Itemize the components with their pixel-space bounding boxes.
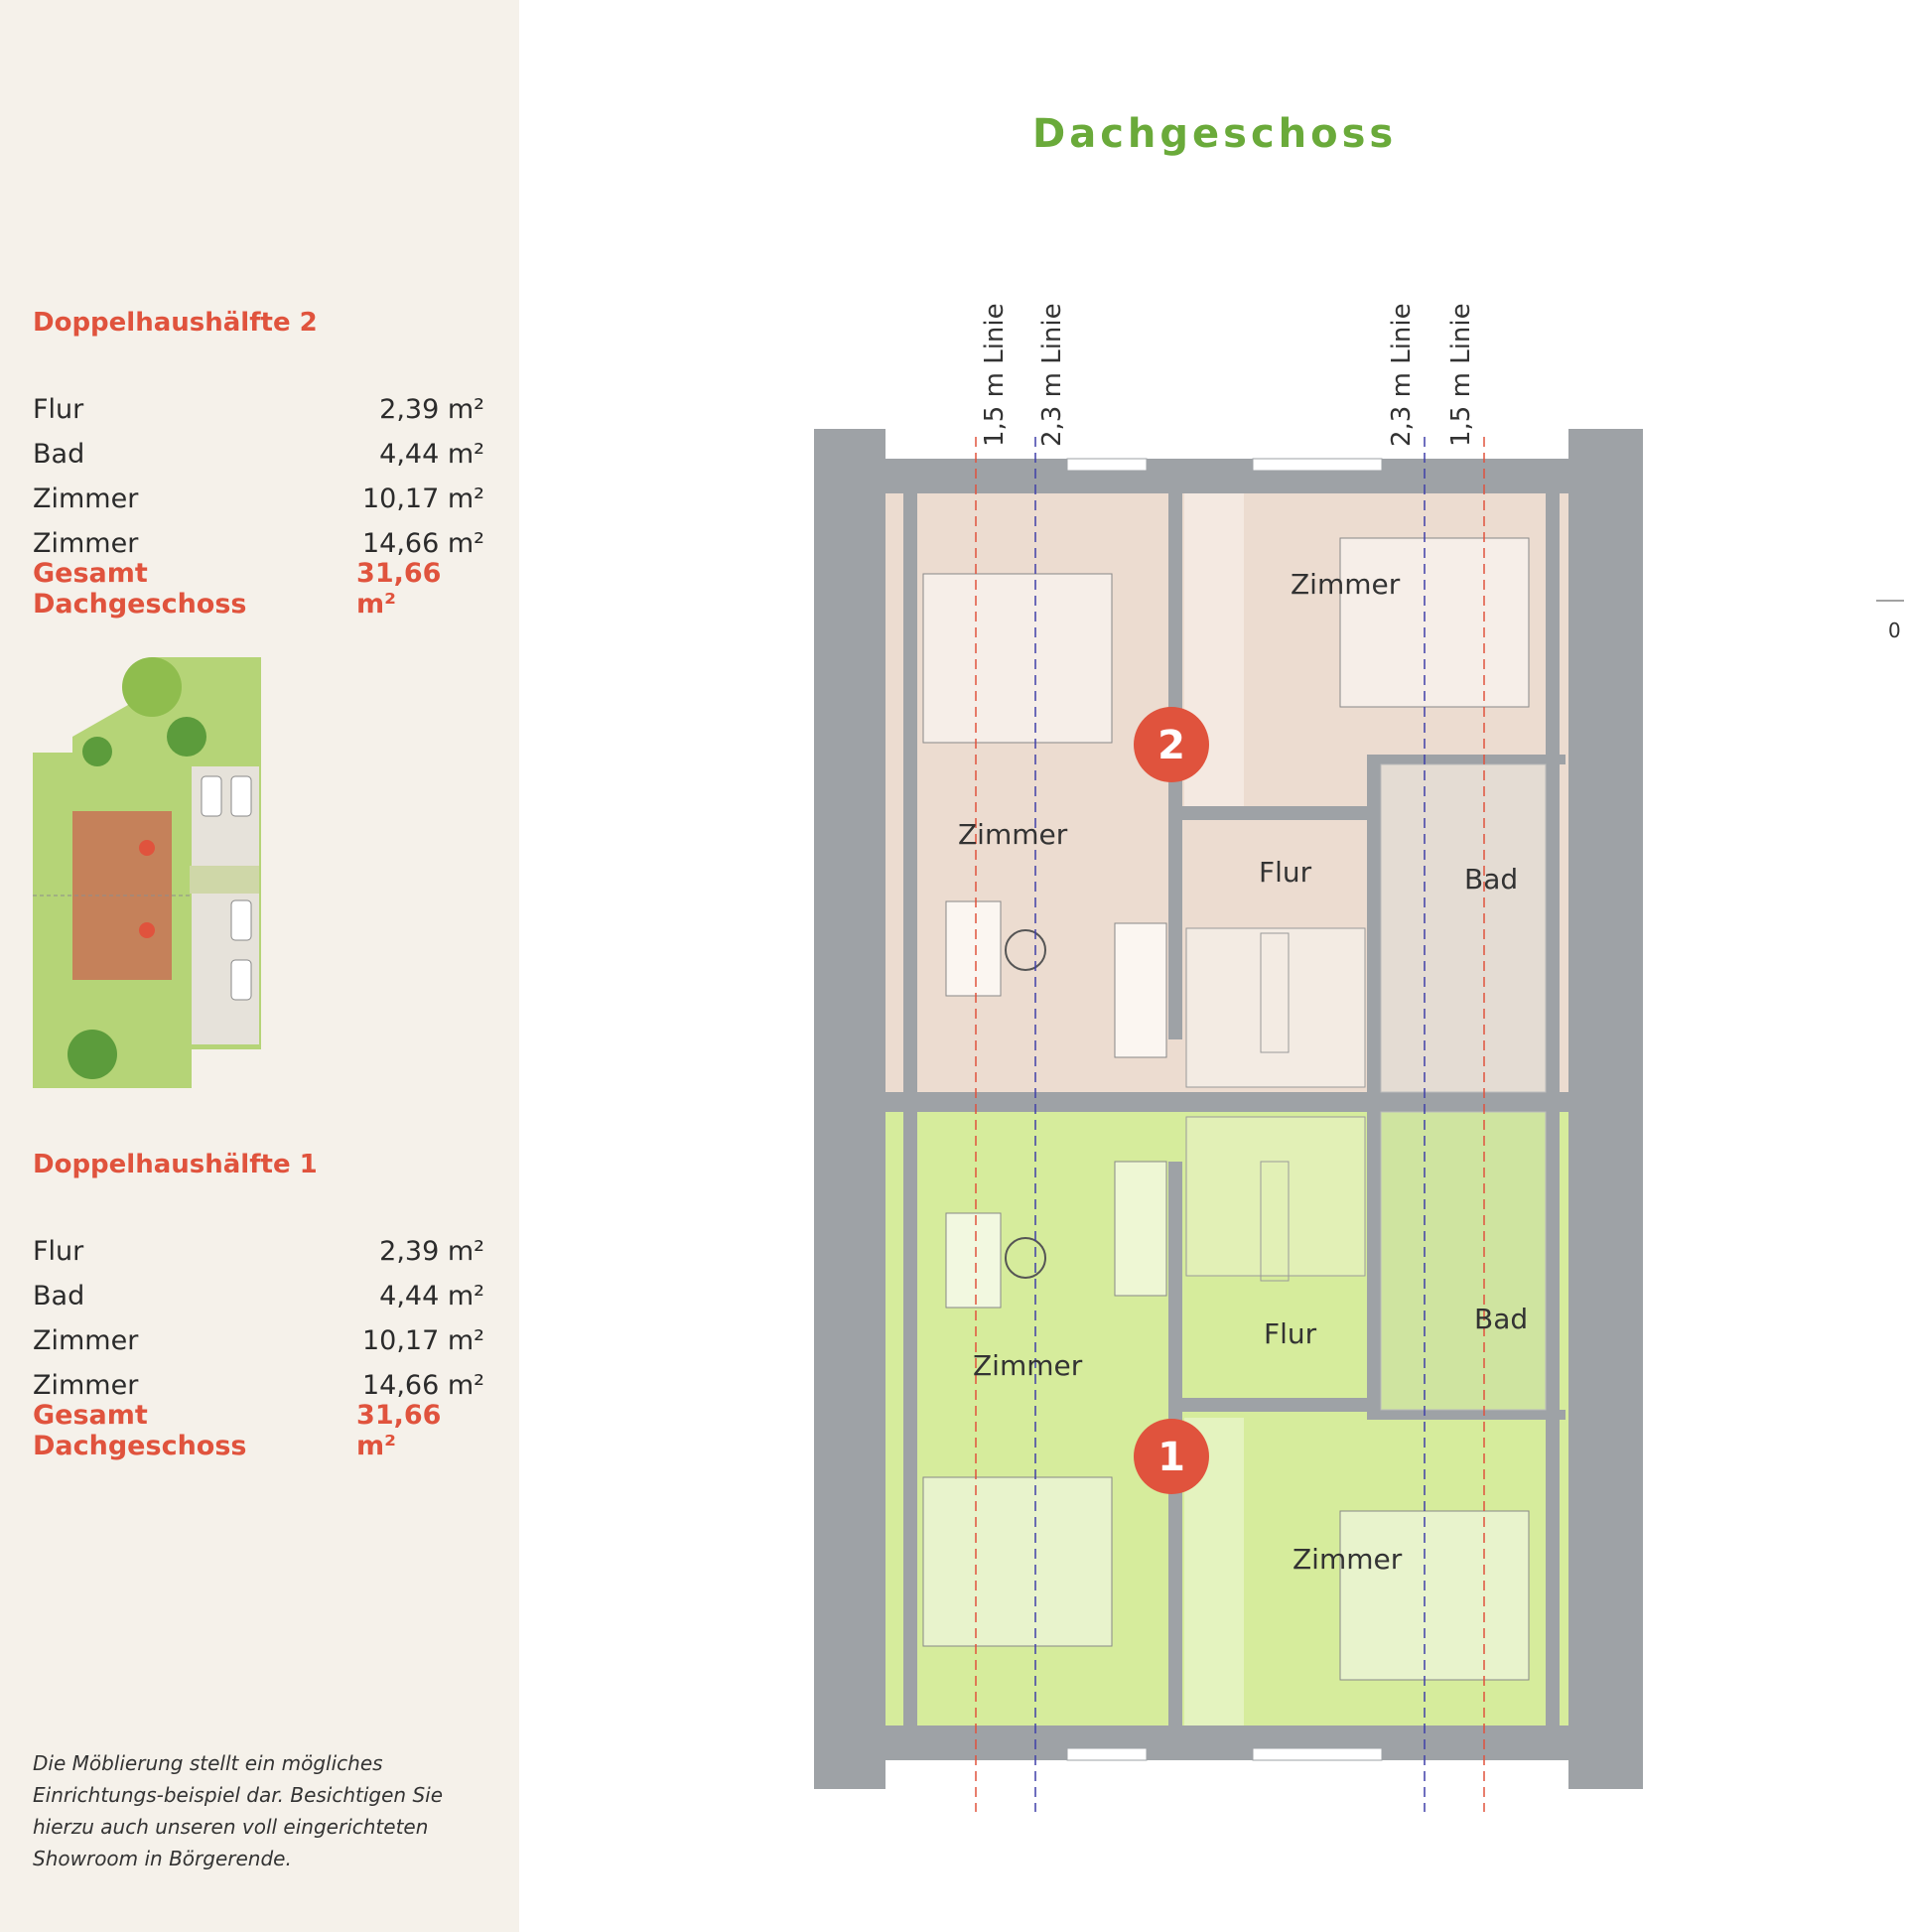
inner-wall [1168,806,1367,820]
bed [1340,538,1529,707]
room-label-bad: Bad [1474,1303,1529,1335]
room-name: Flur [33,394,84,425]
room-label-bad: Bad [1464,863,1519,896]
room-area: 4,44 m² [379,439,484,470]
room-area: 14,66 m² [361,1370,484,1401]
inner-wall [1367,1112,1381,1410]
inner-wall [1367,755,1381,1092]
inner-wall [903,1112,917,1725]
inner-wall [1546,1112,1560,1725]
room-label-zimmer: Zimmer [1291,568,1401,601]
scale-zero-label: 0 [1888,619,1901,642]
room-label-zimmer: Zimmer [958,818,1068,851]
furnishing-note: Die Möblierung stellt ein mögliches Einrichtungs-beispiel dar. Besichtigen Sie hierzu auch unseren voll eingerichteten Showroom in Börgerende. [33,1751,444,1870]
wardrobe [1115,1162,1166,1296]
total-area: 31,66 m² [356,1399,442,1461]
bed [1340,1511,1529,1680]
room-area: 4,44 m² [379,1281,484,1311]
inner-wall [903,493,917,1092]
party-wall [885,1092,1568,1112]
staircase [1186,928,1365,1087]
desk [946,1213,1001,1308]
room-name: Zimmer [33,1370,139,1401]
room-area: 14,66 m² [361,528,484,559]
room-area: 10,17 m² [361,1325,484,1356]
room-area: 2,39 m² [379,394,484,425]
room-name: Zimmer [33,1325,139,1356]
room-area: 10,17 m² [361,483,484,514]
inner-wall [1168,1398,1367,1412]
unit1-heading: Doppelhaushälfte 1 [33,1150,318,1179]
room-area: 2,39 m² [379,1236,484,1267]
room-label-flur: Flur [1259,856,1312,889]
room-name: Zimmer [33,528,139,559]
staircase [1186,1117,1365,1276]
label-2-3m-left: 2,3 m Linie [1037,303,1067,447]
total-label: Gesamt Dachgeschoss [33,1399,247,1461]
page-title: Dachgeschoss [1032,111,1398,157]
label-1-5m-right: 1,5 m Linie [1446,303,1476,447]
bathroom-floor [1381,1112,1546,1410]
total-label: Gesamt Dachgeschoss [33,557,247,620]
unit-marker-1-label: 1 [1157,1435,1185,1480]
window [1067,459,1147,471]
inner-wall [1546,493,1560,1092]
outer-wall-top [814,459,1643,493]
label-1-5m-left: 1,5 m Linie [980,303,1010,447]
total-area: 31,66 m² [356,557,442,620]
room-name: Flur [33,1236,84,1267]
inner-wall [1367,1410,1566,1420]
window [1253,459,1382,471]
room-name: Bad [33,1281,85,1311]
unit-marker-2-label: 2 [1157,723,1185,768]
outer-wall-bottom [814,1725,1643,1760]
room-name: Zimmer [33,483,139,514]
bathroom-floor [1381,764,1546,1092]
room-name: Bad [33,439,85,470]
window [1067,1748,1147,1760]
room-label-zimmer: Zimmer [1293,1543,1403,1576]
bed [923,1477,1112,1646]
bed [923,574,1112,743]
room-label-flur: Flur [1264,1317,1317,1350]
desk [946,901,1001,996]
outer-wall-right [1568,429,1643,1789]
window [1253,1748,1382,1760]
outer-wall-left [814,429,885,1789]
inner-wall [1367,755,1566,764]
wardrobe [1115,923,1166,1057]
room-label-zimmer: Zimmer [973,1349,1083,1382]
unit2-heading: Doppelhaushälfte 2 [33,308,318,338]
label-2-3m-right: 2,3 m Linie [1387,303,1417,447]
